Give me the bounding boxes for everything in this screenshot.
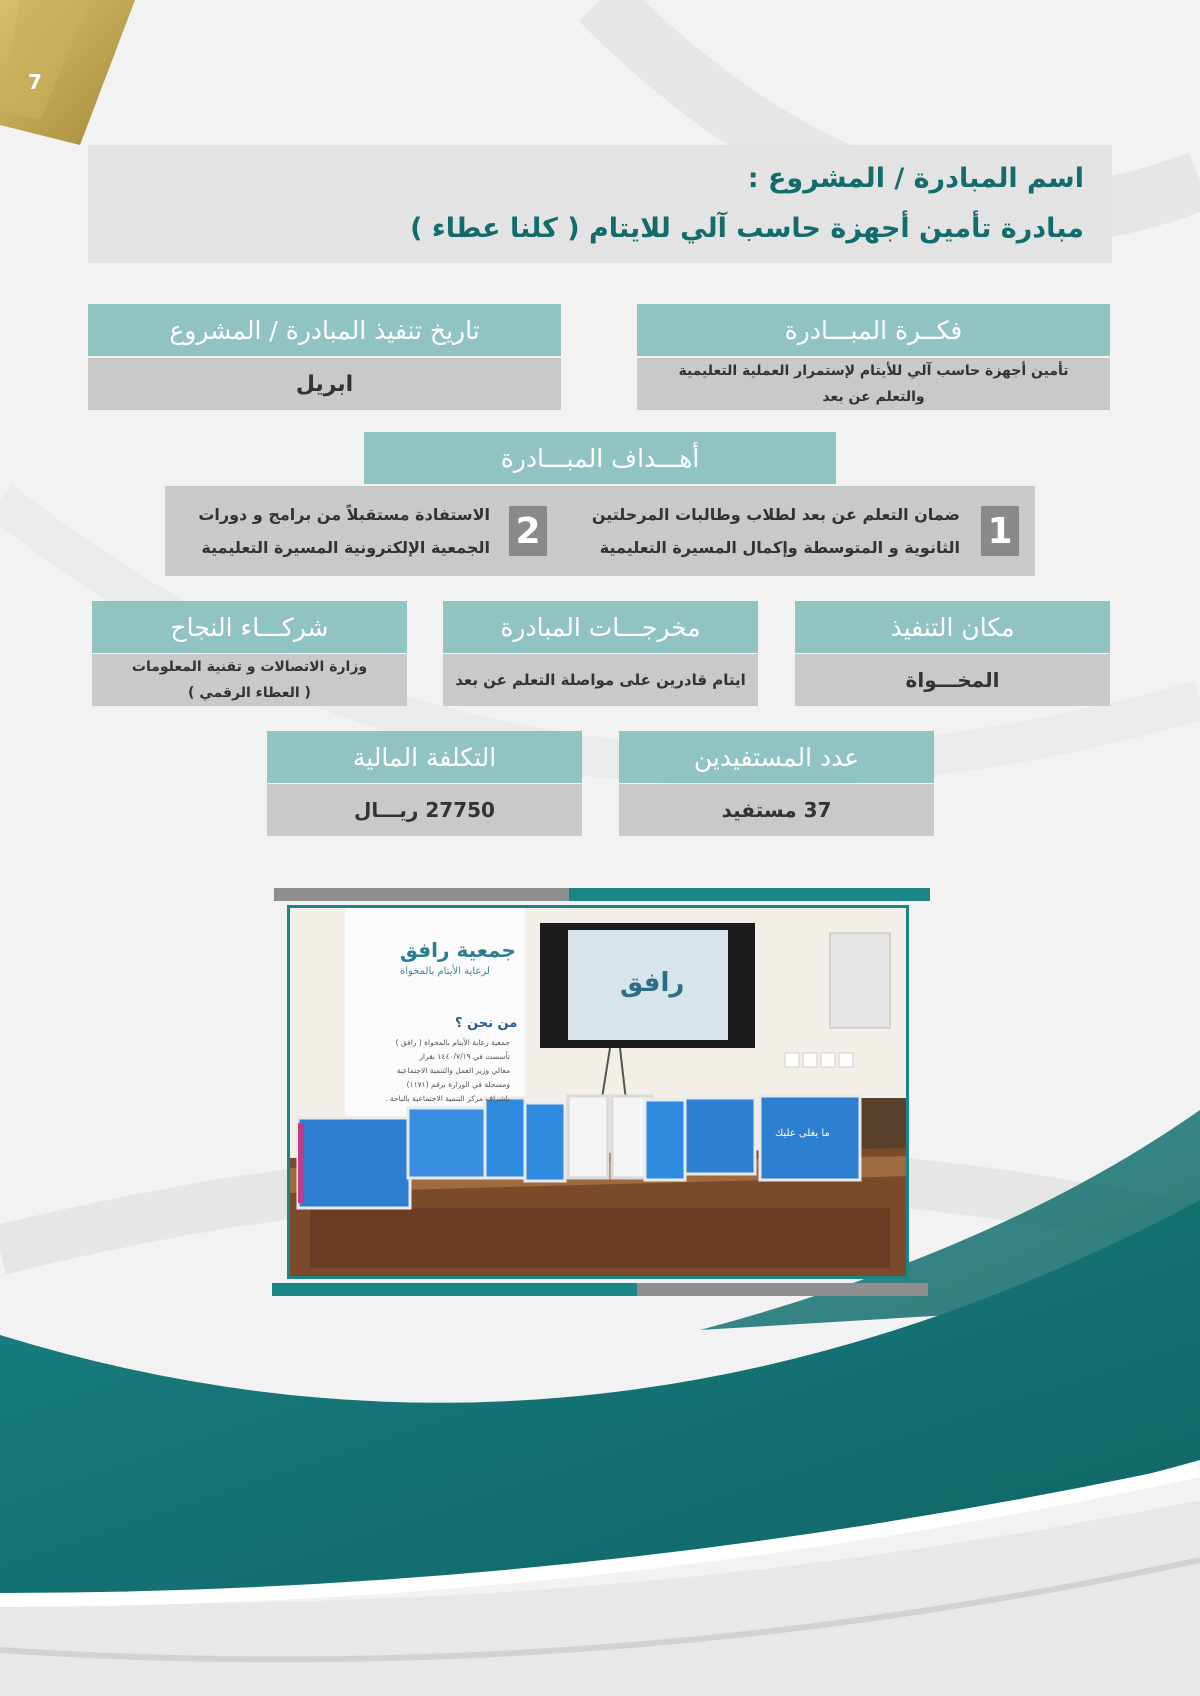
initiative-photo [287,905,909,1279]
photo-bottom-bar-gray [637,1283,928,1296]
idea-line-2: والتعلم عن بعد [822,389,925,405]
about-line: معالي وزير العمل والتنمية الاجتماعية [396,1066,510,1075]
date-header: تاريخ تنفيذ المبادرة / المشروع [88,304,561,356]
goal-2-text [170,498,490,564]
photo-bottom-bar-teal [272,1283,637,1296]
outputs-value: ايتام قادرين على مواصلة التعلم عن بعد [443,654,758,706]
date-value: ابريل [88,358,561,410]
page-number: 7 [28,70,42,94]
banner-logo-subtext: لرعاية الأيتام بالمخواة [400,966,490,977]
partners-line-1: وزارة الاتصالات و تقنية المعلومات [131,659,368,675]
goal-2-number: 2 [509,506,547,556]
idea-line-1: تأمين أجهزة حاسب آلي للأيتام لإستمرار العملية التعليمية [678,363,1069,379]
partners-body [92,654,407,706]
about-line: بإشراف مركز التنمية الاجتماعية بالباحة . [385,1094,510,1103]
box-caption: ما يغلى عليك [775,1128,830,1139]
about-line: تأسست في ١٤٤٠/٧/١٩ بقرار [419,1052,510,1061]
title-panel [88,145,1112,263]
beneficiaries-header: عدد المستفيدين [619,731,934,783]
goal-1-line-2: الثانوية و المتوسطة وإكمال المسيرة التعليمية [599,538,960,557]
goals-header: أهـــداف المبـــادرة [364,432,836,484]
idea-header: فكــرة المبـــادرة [637,304,1110,356]
goal-2-line-2: الجمعية الإلكترونية المسيرة التعليمية [201,538,490,557]
about-line: جمعية رعاية الأيتام بالمخواة ( رافق ) [395,1038,510,1047]
goal-1-text [580,498,960,564]
outputs-header: مخرجـــات المبادرة [443,601,758,653]
goal-2-line-1: الاستفادة مستقبلاً من برامج و دورات [198,505,490,524]
photo-top-bar-gray [274,888,569,901]
place-header: مكان التنفيذ [795,601,1110,653]
partners-header: شركـــاء النجاح [92,601,407,653]
project-name: مبادرة تأمين أجهزة حاسب آلي للايتام ( كلنا عطاء ) [410,213,1084,244]
tv-screen-logo: رافق [620,968,685,998]
place-value: المخـــواة [795,654,1110,706]
partners-line-2: ( العطاء الرقمي ) [188,685,311,701]
cost-header: التكلفة المالية [267,731,582,783]
photo-top-bar-teal [569,888,930,901]
idea-body [637,358,1110,410]
goal-1-line-1: ضمان التعلم عن بعد لطلاب وطالبات المرحلتين [591,505,960,524]
banner-logo-text: جمعية رافق [400,938,516,962]
banner-about-text [355,1036,510,1106]
beneficiaries-value: 37 مستفيد [619,784,934,836]
banner-about-title: من نحن ؟ [455,1016,518,1031]
goals-panel [165,486,1035,576]
goal-1-number: 1 [981,506,1019,556]
cost-value: 27750 ريـــال [267,784,582,836]
about-line: ومسجلة في الوزارة برقم (١١٧١) [406,1080,510,1089]
title-label: اسم المبادرة / المشروع : [747,163,1084,194]
